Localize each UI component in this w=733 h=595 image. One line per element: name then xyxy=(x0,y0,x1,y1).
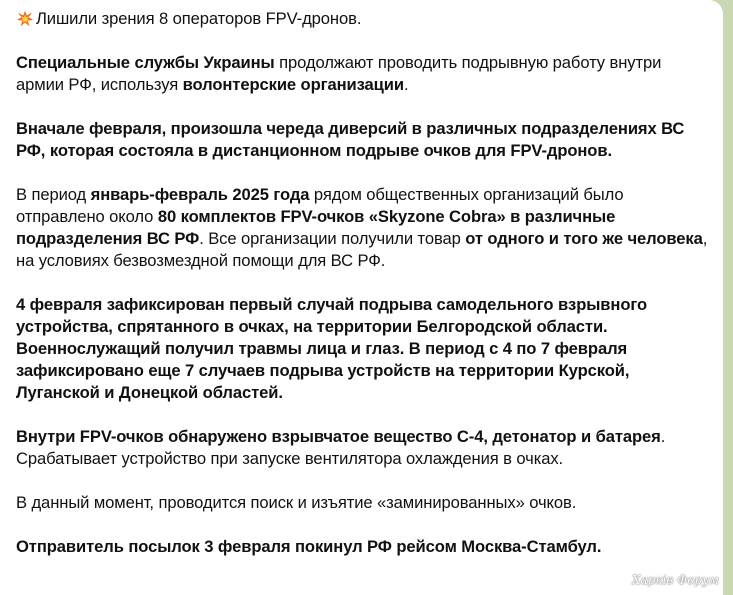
p3-bold-1: январь-февраль 2025 года xyxy=(90,185,310,204)
p3-text-2: рядом общественных организаций было отправлено около xyxy=(16,185,624,226)
title-text: Лишили зрения 8 операторов FPV-дронов. xyxy=(36,9,362,28)
p1-text-1: продолжают проводить подрывную работу внутри армии РФ, используя xyxy=(16,53,662,94)
p1-text-2: . xyxy=(403,75,409,94)
p4-bold-1: 4 февраля зафиксирован первый случай подрыва самодельного взрывного устройства, спрятанного в очках, на территории Белгородской области. Военнослужащий получил травмы лица и глаз. В период с 4 по 7 февраля зафиксировано еще 7 случаев подрыва устройств на территории Курской, Луганской и Донецкой областей. xyxy=(16,295,647,402)
p3-text-3: . Все организации получили товар xyxy=(199,229,466,248)
p1-bold-2: волонтерские организации xyxy=(182,75,404,94)
paragraph-7 xyxy=(16,536,711,558)
p1-bold-1: Специальные службы Украины xyxy=(16,53,275,72)
p5-bold-1: Внутри FPV-очков обнаружено взрывчатое вещество С-4, детонатор и батарея xyxy=(16,427,661,446)
watermark: Харків Форум xyxy=(632,573,719,587)
paragraph-3 xyxy=(16,184,711,272)
p2-bold-1: Вначале февраля, произошла череда диверсий в различных подразделениях ВС РФ, которая состояла в дистанционном подрыве очков для FPV-дронов. xyxy=(16,119,685,160)
p3-text-1: В период xyxy=(16,185,91,204)
collision-emoji-icon xyxy=(16,10,34,28)
p3-bold-2: 80 комплектов FPV-очков «Skyzone Cobra» в различные подразделения ВС РФ xyxy=(16,207,616,248)
paragraph-4 xyxy=(16,294,711,404)
paragraph-2 xyxy=(16,118,711,162)
p5-text-1: . Срабатывает устройство при запуске вентилятора охлаждения в очках. xyxy=(16,427,666,468)
p6-text-1: В данный момент, проводится поиск и изъятие «заминированных» очков. xyxy=(16,493,577,512)
message-title xyxy=(16,8,711,30)
p3-text-4: , на условиях безвозмездной помощи для ВС РФ. xyxy=(16,229,708,270)
p3-bold-3: от одного и того же человека xyxy=(465,229,703,248)
paragraph-1 xyxy=(16,52,711,96)
paragraph-6 xyxy=(16,492,711,514)
paragraph-5 xyxy=(16,426,711,470)
p7-bold-1: Отправитель посылок 3 февраля покинул РФ рейсом Москва-Стамбул. xyxy=(16,537,602,556)
